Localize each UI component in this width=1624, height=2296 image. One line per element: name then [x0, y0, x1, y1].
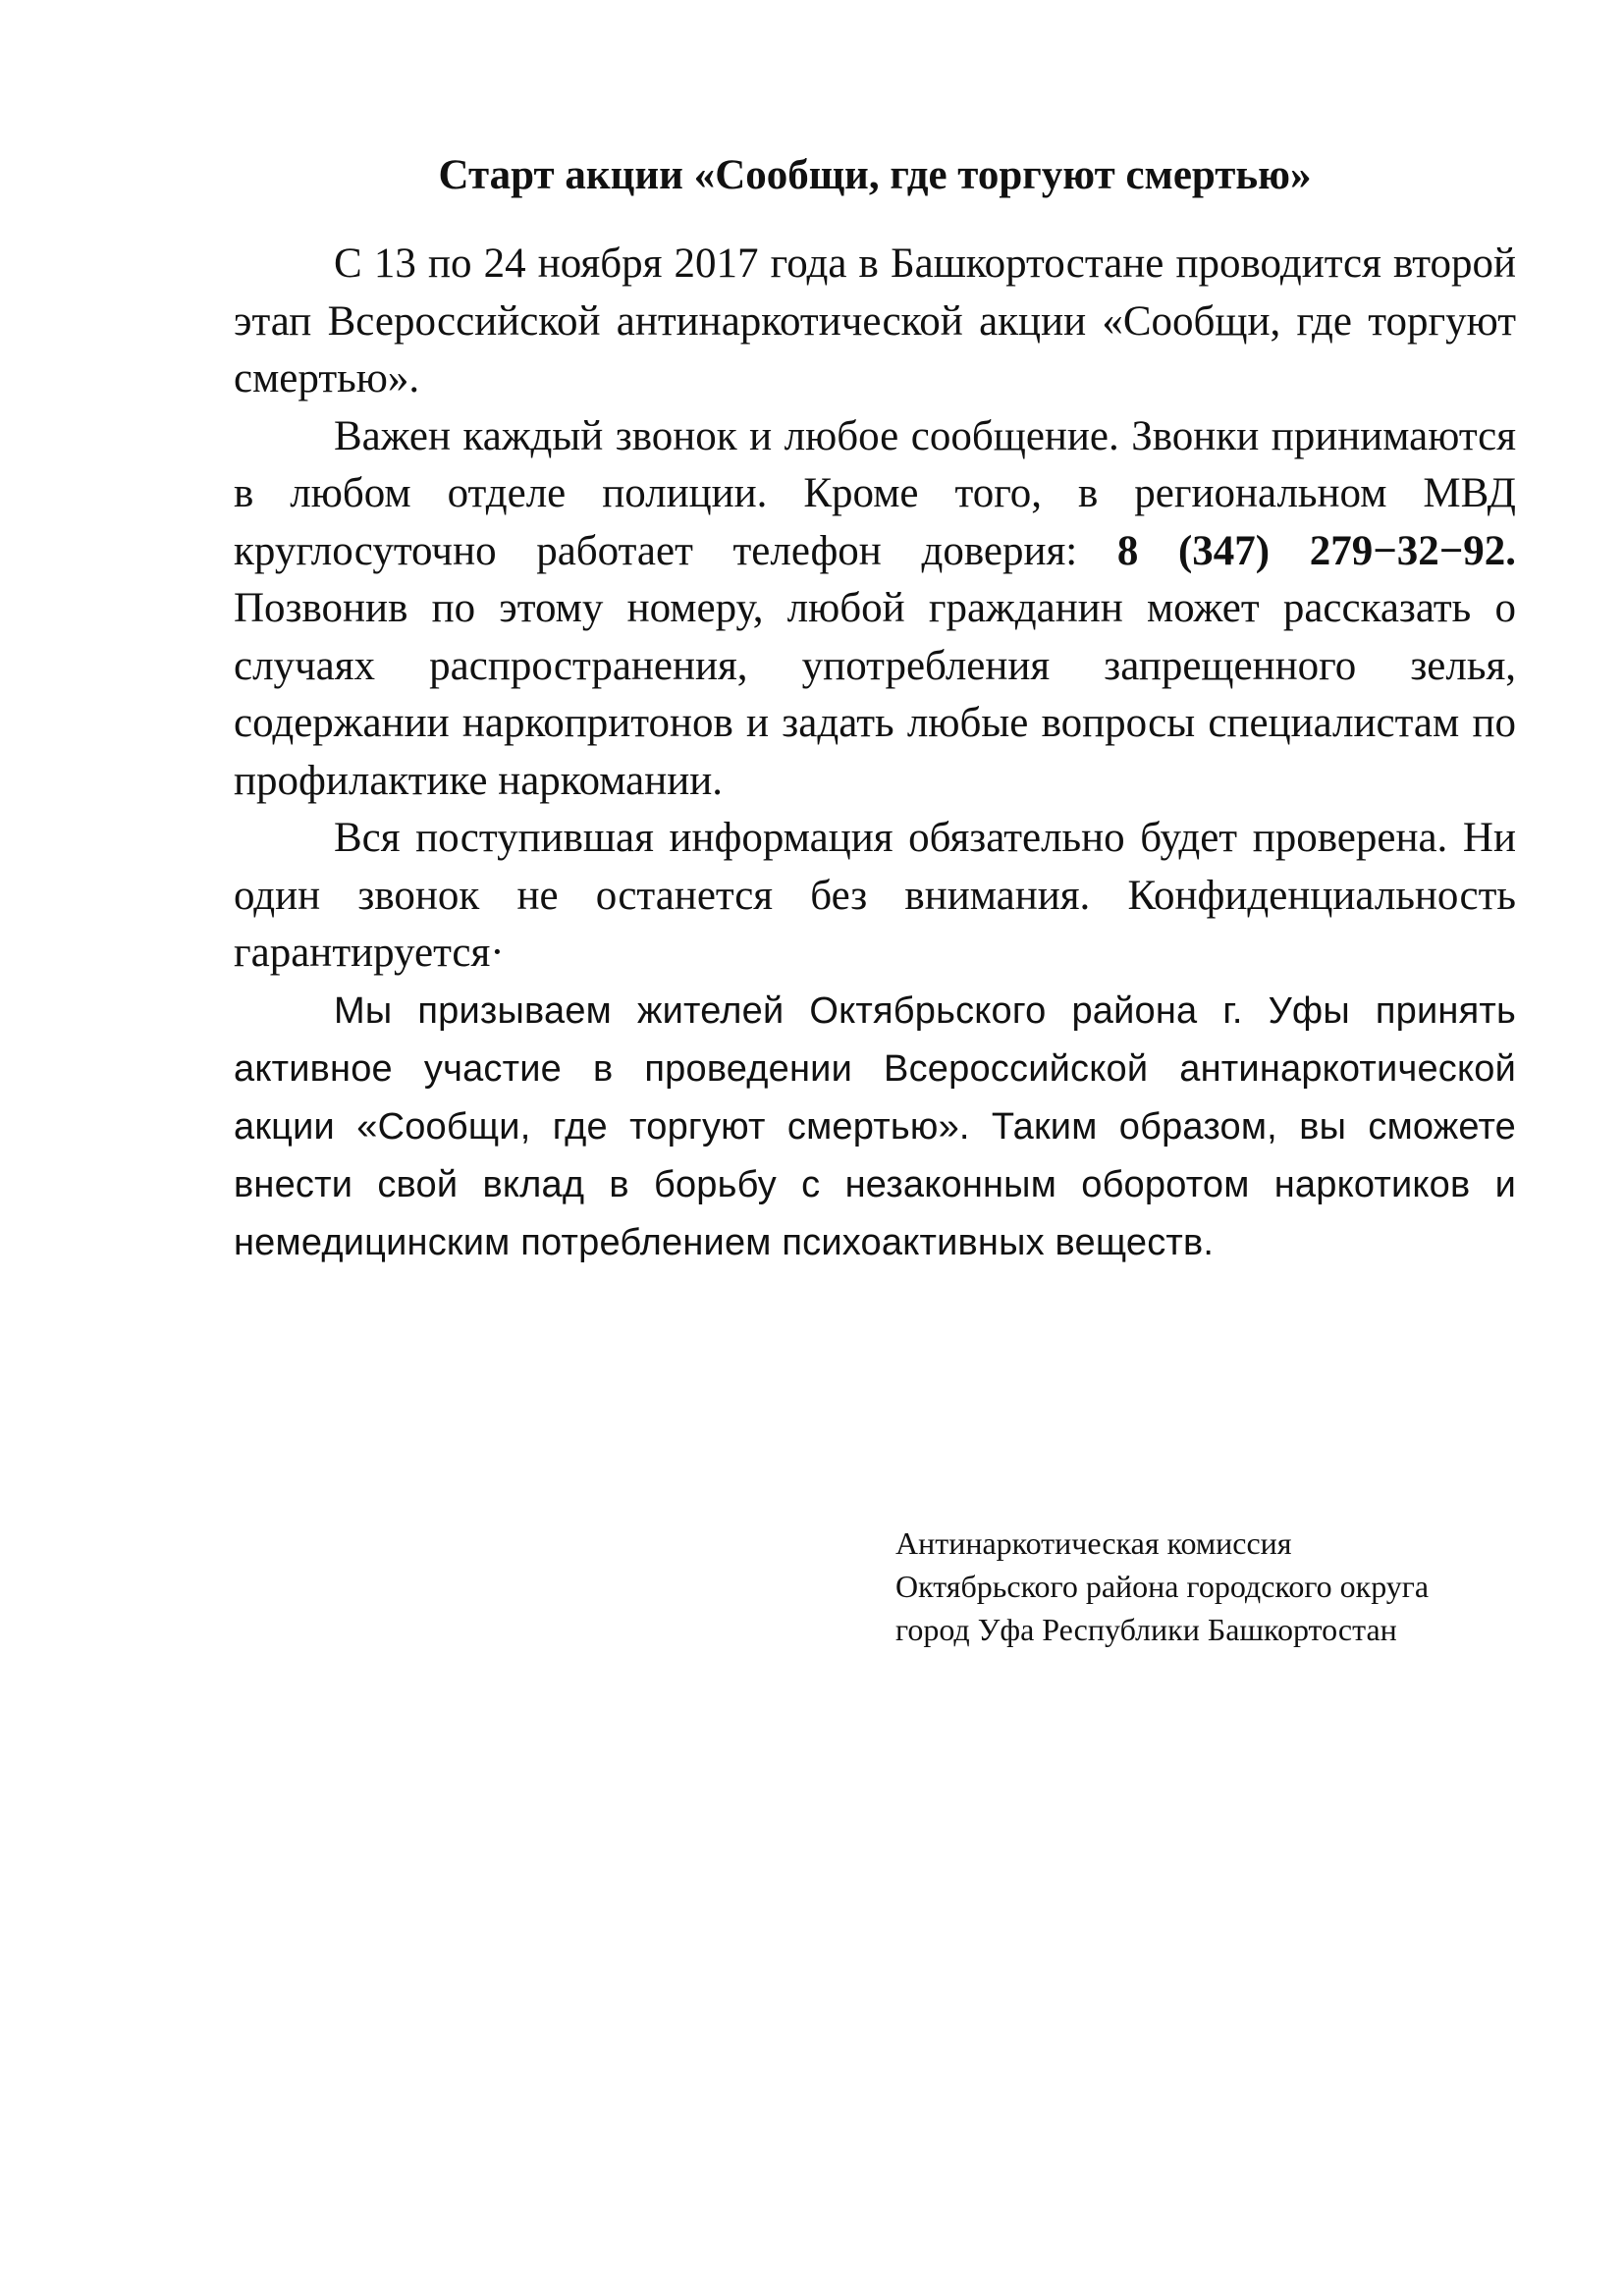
paragraph-hotline — [234, 408, 1516, 811]
signature-line-district: Октябрьского района городского округа — [895, 1569, 1430, 1604]
paragraph-confidentiality: Вся поступившая информация обязательно будет проверена. Ни один звонок не останется без внимания. Конфиденциальность гарантируется· — [234, 815, 1516, 976]
hotline-phone-number: 8 (347) 279−32−92. — [1116, 527, 1516, 574]
document-body — [234, 236, 1516, 1272]
paragraph-hotline-intro: Важен каждый звонок и любое сообщение. Звонки принимаются в любом отделе полиции. Кроме того, в региональном МВД круглосуточно работает телефон доверия: — [234, 412, 1516, 574]
signature-block — [895, 1522, 1524, 1651]
paragraph-dates: С 13 по 24 ноября 2017 года в Башкортостане проводится второй этап Всероссийской антинаркотической акции «Сообщи, где торгуют смертью». — [234, 240, 1516, 401]
document-title: Старт акции «Сообщи, где торгуют смертью» — [438, 152, 1312, 198]
paragraph-hotline-details: Позвонив по этому номеру, любой гражданин может рассказать о случаях распространения, употребления запрещенного зелья, содержании наркопритонов и задать любые вопросы специалистам по профилактике наркомании. — [234, 585, 1516, 804]
signature-line-city: город Уфа Республики Башкортостан — [895, 1612, 1397, 1647]
signature-line-commission: Антинаркотическая комиссия — [895, 1525, 1292, 1561]
paragraph-appeal: Мы призываем жителей Октябрьского района г. Уфы принять активное участие в проведении Всероссийской антинаркотической акции «Сообщи, где торгуют смертью». Таким образом, вы сможете внести свой вклад в борьбу с незаконным оборотом наркотиков и немедицинским потреблением психоактивных веществ. — [234, 989, 1516, 1263]
